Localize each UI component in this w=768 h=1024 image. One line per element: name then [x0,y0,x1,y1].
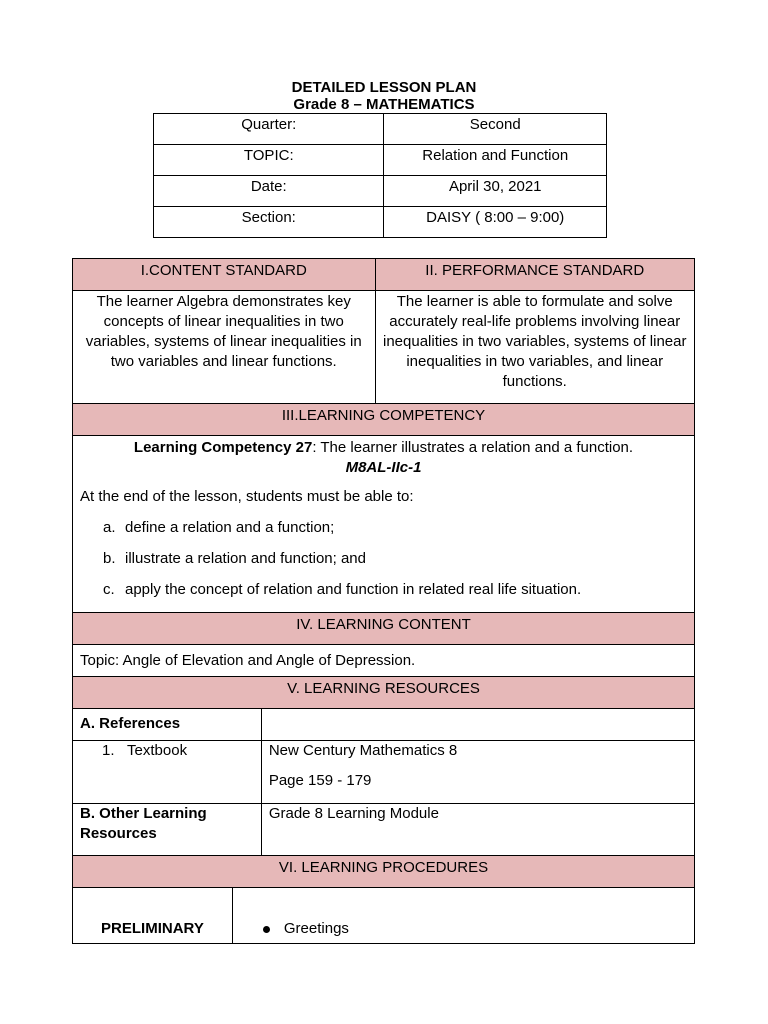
lesson-plan-table [72,258,695,944]
info-label: Quarter: [154,114,384,145]
learning-competency-header: III.LEARNING COMPETENCY [73,404,695,436]
objective-text: apply the concept of relation and function in related real life situation. [125,581,582,598]
info-label: Date: [154,176,384,207]
competency-code: M8AL-IIc-1 [345,459,422,476]
learning-content-header: IV. LEARNING CONTENT [73,613,695,645]
learning-resources-header: V. LEARNING RESOURCES [73,677,695,709]
info-value: April 30, 2021 [384,176,607,207]
list-item [103,580,687,600]
info-row-quarter [154,114,607,145]
textbook-label-cell [73,741,262,804]
document-title: DETAILED LESSON PLAN [291,79,477,96]
info-row-topic [154,145,607,176]
info-label: Section: [154,207,384,238]
competency-label: Learning Competency 27 [133,439,313,456]
info-label: TOPIC: [154,145,384,176]
other-resources-label: B. Other Learning Resources [73,804,262,856]
preliminary-item: Greetings [283,920,349,937]
info-row-date [154,176,607,207]
performance-standard-header: II. PERFORMANCE STANDARD [375,259,695,291]
textbook-marker: 1. [102,742,115,759]
references-label: A. References [73,709,262,741]
document-subtitle: Grade 8 – MATHEMATICS [293,96,475,113]
bullet-icon [263,926,270,933]
content-standard-header: I.CONTENT STANDARD [73,259,376,291]
textbook-title: New Century Mathematics 8 [268,742,458,759]
content-standard-text: The learner Algebra demonstrates key concepts of linear inequalities in two variables, systems of linear inequalities in two variables and linear functions. [73,291,376,404]
info-value: Second [384,114,607,145]
objective-marker: b. [103,550,116,567]
preliminary-label: PRELIMINARY [73,888,233,944]
learning-content-topic: Topic: Angle of Elevation and Angle of Depression. [73,645,695,677]
textbook-pages: Page 159 - 179 [268,772,372,789]
objective-text: illustrate a relation and function; and [125,550,366,567]
preliminary-items [232,888,694,944]
info-row-section [154,207,607,238]
textbook-label: Textbook [127,742,188,759]
learning-competency-body [73,436,695,613]
objectives-list [80,518,687,600]
objective-marker: c. [103,581,115,598]
info-value: Relation and Function [384,145,607,176]
info-value: DAISY ( 8:00 – 9:00) [384,207,607,238]
other-resources-value: Grade 8 Learning Module [261,804,694,856]
references-value [261,709,694,741]
list-item [103,549,687,569]
objective-text: define a relation and a function; [125,519,335,536]
competency-text: : The learner illustrates a relation and a function. [312,439,634,456]
list-item [103,518,687,538]
lesson-info-table [153,113,607,238]
learning-procedures-header: VI. LEARNING PROCEDURES [73,856,695,888]
objective-marker: a. [103,519,116,536]
textbook-value-cell [261,741,694,804]
objectives-intro: At the end of the lesson, students must be able to: [80,488,414,505]
performance-standard-text: The learner is able to formulate and solve accurately real-life problems involving linear inequalities in two variables, systems of linear inequalities in two variables, and linear functions. [375,291,695,404]
